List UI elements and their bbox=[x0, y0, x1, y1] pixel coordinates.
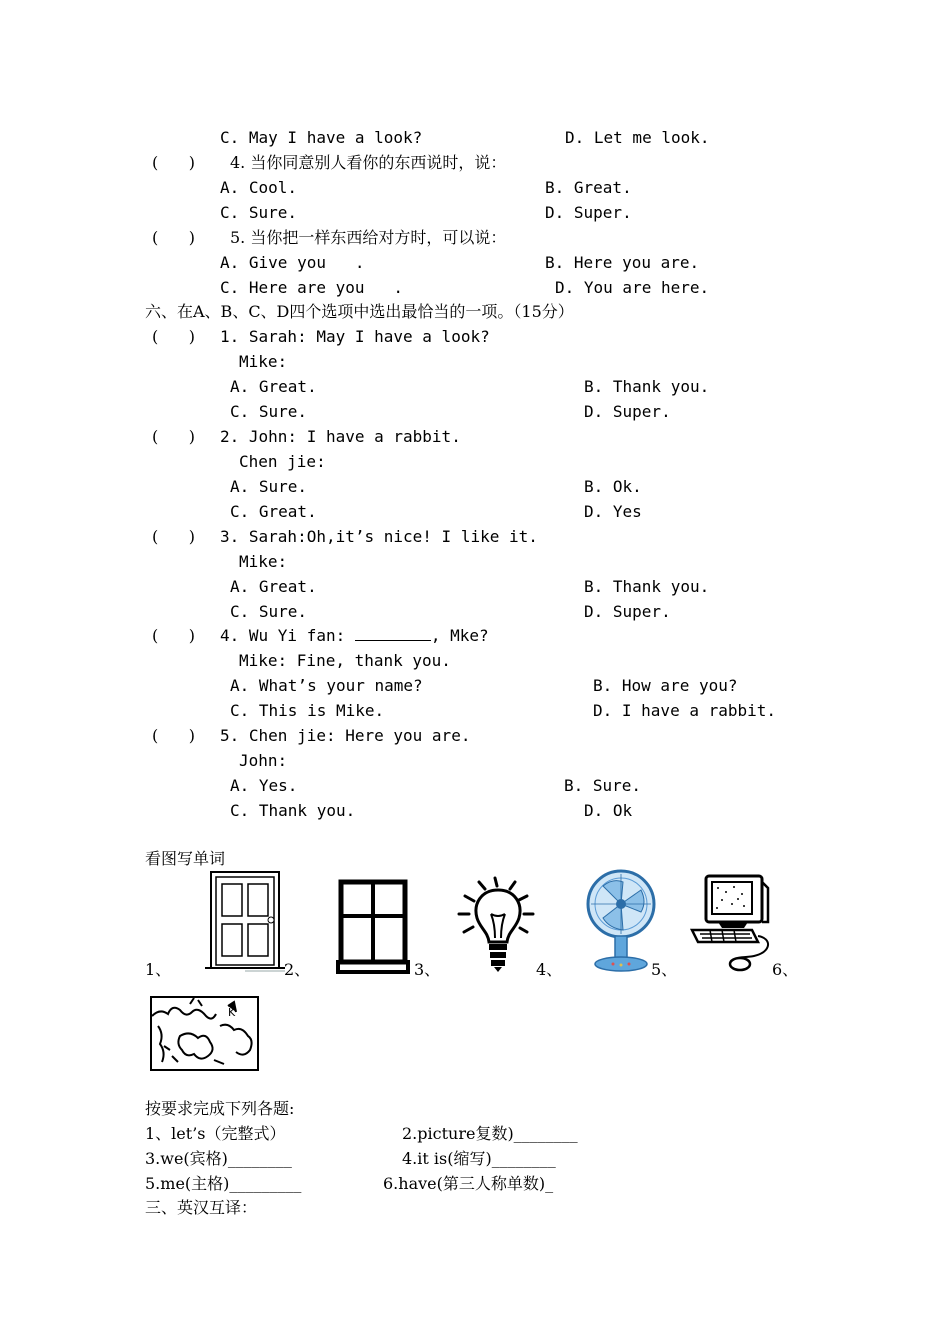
s6-q3-option-b: B. Thank you. bbox=[584, 577, 710, 596]
computer-icon bbox=[688, 872, 774, 972]
answer-paren[interactable]: ( ) bbox=[152, 626, 195, 645]
picture-words-title: 看图写单词 bbox=[145, 849, 226, 868]
picture-label-1: 1、 bbox=[145, 960, 172, 979]
map-icon bbox=[150, 996, 259, 1071]
s6-question-1: 1. Sarah: May I have a look? bbox=[220, 327, 490, 346]
picture-label-3: 3、 bbox=[414, 960, 441, 979]
s6-question-3: 3. Sarah:Oh,it’s nice! I like it. bbox=[220, 527, 538, 546]
s6-q5-option-b: B. Sure. bbox=[564, 776, 642, 795]
answer-paren[interactable]: ( ) bbox=[152, 726, 195, 745]
s6-question-2: 2. John: I have a rabbit. bbox=[220, 427, 461, 446]
s6-q1-option-b: B. Thank you. bbox=[584, 377, 710, 396]
question-5: 5. 当你把一样东西给对方时，可以说： bbox=[230, 228, 507, 247]
fill-blank[interactable] bbox=[355, 626, 431, 641]
q5-option-b: B. Here you are. bbox=[545, 253, 700, 272]
s6-q4-option-b: B. How are you? bbox=[593, 676, 738, 695]
s6-q3-option-a: A. Great. bbox=[230, 577, 317, 596]
s6-q2-option-a: A. Sure. bbox=[230, 477, 308, 496]
s6-q5-option-d: D. Ok bbox=[584, 801, 633, 820]
question-4: 4. 当你同意别人看你的东西说时，说： bbox=[230, 153, 507, 172]
s6-q4-text-post: , Mke? bbox=[430, 626, 489, 645]
s6-q1-option-a: A. Great. bbox=[230, 377, 317, 396]
section-3-title: 三、英汉互译： bbox=[145, 1198, 258, 1217]
grammar-item-4: 4.it is(缩写)________ bbox=[402, 1149, 556, 1168]
grammar-item-3: 3.we(宾格)________ bbox=[145, 1149, 292, 1168]
q4-option-d: D. Super. bbox=[545, 203, 632, 222]
s6-question-5: 5. Chen jie: Here you are. bbox=[220, 726, 471, 745]
light-bulb-icon bbox=[455, 876, 541, 976]
s6-question-4 bbox=[220, 626, 489, 646]
q5-option-c: C. Here are you . bbox=[220, 278, 404, 297]
answer-paren[interactable]: ( ) bbox=[152, 427, 195, 446]
s6-q2-response: Chen jie: bbox=[239, 452, 326, 471]
s6-q5-option-c: C. Thank you. bbox=[230, 801, 356, 820]
picture-label-2: 2、 bbox=[284, 960, 311, 979]
q5-option-d: D. You are here. bbox=[555, 278, 710, 297]
window-icon bbox=[336, 878, 412, 976]
answer-paren[interactable]: ( ) bbox=[152, 327, 195, 346]
q3-option-d: D. Let me look. bbox=[565, 128, 710, 147]
picture-label-4: 4、 bbox=[536, 960, 563, 979]
q4-option-a: A. Cool. bbox=[220, 178, 298, 197]
q3-option-c: C. May I have a look? bbox=[220, 128, 423, 147]
fan-icon bbox=[583, 868, 663, 974]
s6-q1-option-c: C. Sure. bbox=[230, 402, 308, 421]
s6-q4-option-d: D. I have a rabbit. bbox=[593, 701, 777, 720]
picture-label-6: 6、 bbox=[772, 960, 799, 979]
answer-paren[interactable]: ( ) bbox=[152, 228, 195, 247]
s6-q3-option-d: D. Super. bbox=[584, 602, 671, 621]
answer-paren[interactable]: ( ) bbox=[152, 527, 195, 546]
svg-text:K: K bbox=[228, 1006, 236, 1019]
s6-q4-response: Mike: Fine, thank you. bbox=[239, 651, 451, 670]
s6-q5-option-a: A. Yes. bbox=[230, 776, 298, 795]
grammar-item-1: 1、let’s（完整式） bbox=[145, 1124, 286, 1143]
s6-q3-response: Mike: bbox=[239, 552, 288, 571]
s6-q1-response: Mike: bbox=[239, 352, 288, 371]
q5-option-a: A. Give you . bbox=[220, 253, 365, 272]
section-6-title: 六、在A、B、C、D四个选项中选出最恰当的一项。（15分） bbox=[145, 302, 574, 321]
s6-q4-option-a: A. What’s your name? bbox=[230, 676, 423, 695]
grammar-title: 按要求完成下列各题: bbox=[145, 1099, 295, 1118]
door-icon bbox=[205, 870, 285, 974]
s6-q2-option-b: B. Ok. bbox=[584, 477, 642, 496]
s6-q1-option-d: D. Super. bbox=[584, 402, 671, 421]
s6-q5-response: John: bbox=[239, 751, 288, 770]
s6-q4-text-pre: 4. Wu Yi fan: bbox=[220, 626, 355, 645]
grammar-item-2: 2.picture复数)________ bbox=[402, 1124, 578, 1143]
answer-paren[interactable]: ( ) bbox=[152, 153, 195, 172]
q4-option-b: B. Great. bbox=[545, 178, 632, 197]
picture-label-5: 5、 bbox=[651, 960, 678, 979]
s6-q2-option-c: C. Great. bbox=[230, 502, 317, 521]
s6-q2-option-d: D. Yes bbox=[584, 502, 642, 521]
grammar-item-6: 6.have(第三人称单数)_ bbox=[383, 1174, 554, 1193]
grammar-item-5: 5.me(主格)_________ bbox=[145, 1174, 302, 1193]
s6-q3-option-c: C. Sure. bbox=[230, 602, 308, 621]
q4-option-c: C. Sure. bbox=[220, 203, 298, 222]
s6-q4-option-c: C. This is Mike. bbox=[230, 701, 385, 720]
